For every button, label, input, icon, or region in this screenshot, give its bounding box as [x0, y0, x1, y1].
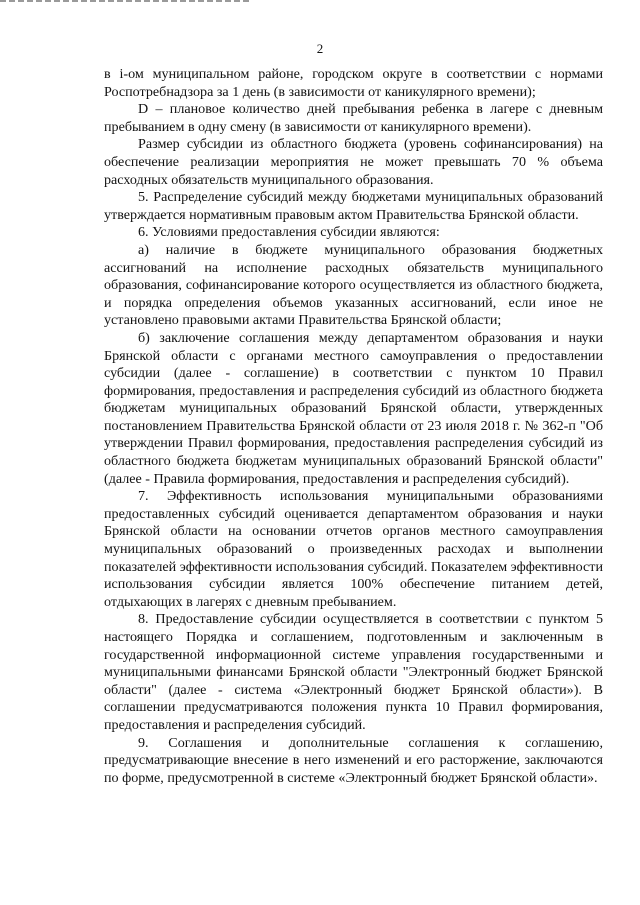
paragraph-item-6a: а) наличие в бюджете муниципального образования бюджетных ассигнований на исполнение расходных обязательств муниципального образования, софинансирование которого осуществляется из областного бюджета, и порядка определения объемов указанных ассигнований, если иное не установлено правовыми актами Правительства Брянской области;	[104, 241, 603, 329]
paragraph-item-5: 5. Распределение субсидий между бюджетами муниципальных образований утверждается нормативным правовым актом Правительства Брянской области.	[104, 189, 603, 223]
paragraph-item-6b: б) заключение соглашения между департаментом образования и науки Брянской области с органами местного самоуправления о предоставлении субсидии (далее - соглашение) в соответствии с пунктом 10 Правил формирования, предоставления и распределения субсидий из областного бюджета бюджетам муниципальных образований Брянской области, утвержденных постановлением Правительства Брянской области от 23 июля 2018 г. № 362-п "Об утверждении Правил формирования, предоставления распределения субсидий из областного бюджета бюджетам муниципальных образований Брянской области" (далее - Правила формирования, предоставления и распределения субсидий).	[104, 329, 603, 487]
document-body	[104, 66, 603, 787]
page-number: 2	[316, 41, 324, 56]
paragraph-d-definition: D – плановое количество дней пребывания ребенка в лагере с дневным пребыванием в одну смену (в зависимости от каникулярного времени).	[104, 101, 603, 135]
paragraph-item-9: 9. Соглашения и дополнительные соглашения к соглашению, предусматривающие внесение в него изменений и его расторжение, заключаются по форме, предусмотренной в системе «Электронный бюджет Брянской области».	[104, 734, 603, 786]
paragraph-item-8: 8. Предоставление субсидии осуществляется в соответствии с пунктом 5 настоящего Порядка и соглашением, подготовленным и заключенным в государственной информационной системе управления государственными и муниципальными финансами Брянской области "Электронный бюджет Брянской области" (далее - система «Электронный бюджет Брянской области»). В соглашении предусматриваются положения пункта 10 Правил формирования, предоставления и распределения субсидий.	[104, 611, 603, 733]
paragraph-item-7: 7. Эффективность использования муниципальными образованиями предоставленных субсидий оценивается департаментом образования и науки Брянской области на основании отчетов органов местного самоуправления муниципальных образований о произведенных расходах и выполнении показателей эффективности использования субсидий. Показателем эффективности использования субсидии является 100% обеспечение питанием детей, отдыхающих в лагерях с дневным пребыванием.	[104, 488, 603, 610]
paragraph-item-6: 6. Условиями предоставления субсидии являются:	[138, 224, 440, 241]
paragraph-subsidy-size: Размер субсидии из областного бюджета (уровень софинансирования) на обеспечение реализации мероприятия не может превышать 70 % объема расходных обязательств муниципального образования.	[104, 136, 603, 188]
scan-edge-line	[0, 0, 250, 2]
paragraph-continuation: в i-ом муниципальном районе, городском округе в соответствии с нормами Роспотребнадзора за 1 день (в зависимости от каникулярного времени);	[104, 66, 603, 100]
